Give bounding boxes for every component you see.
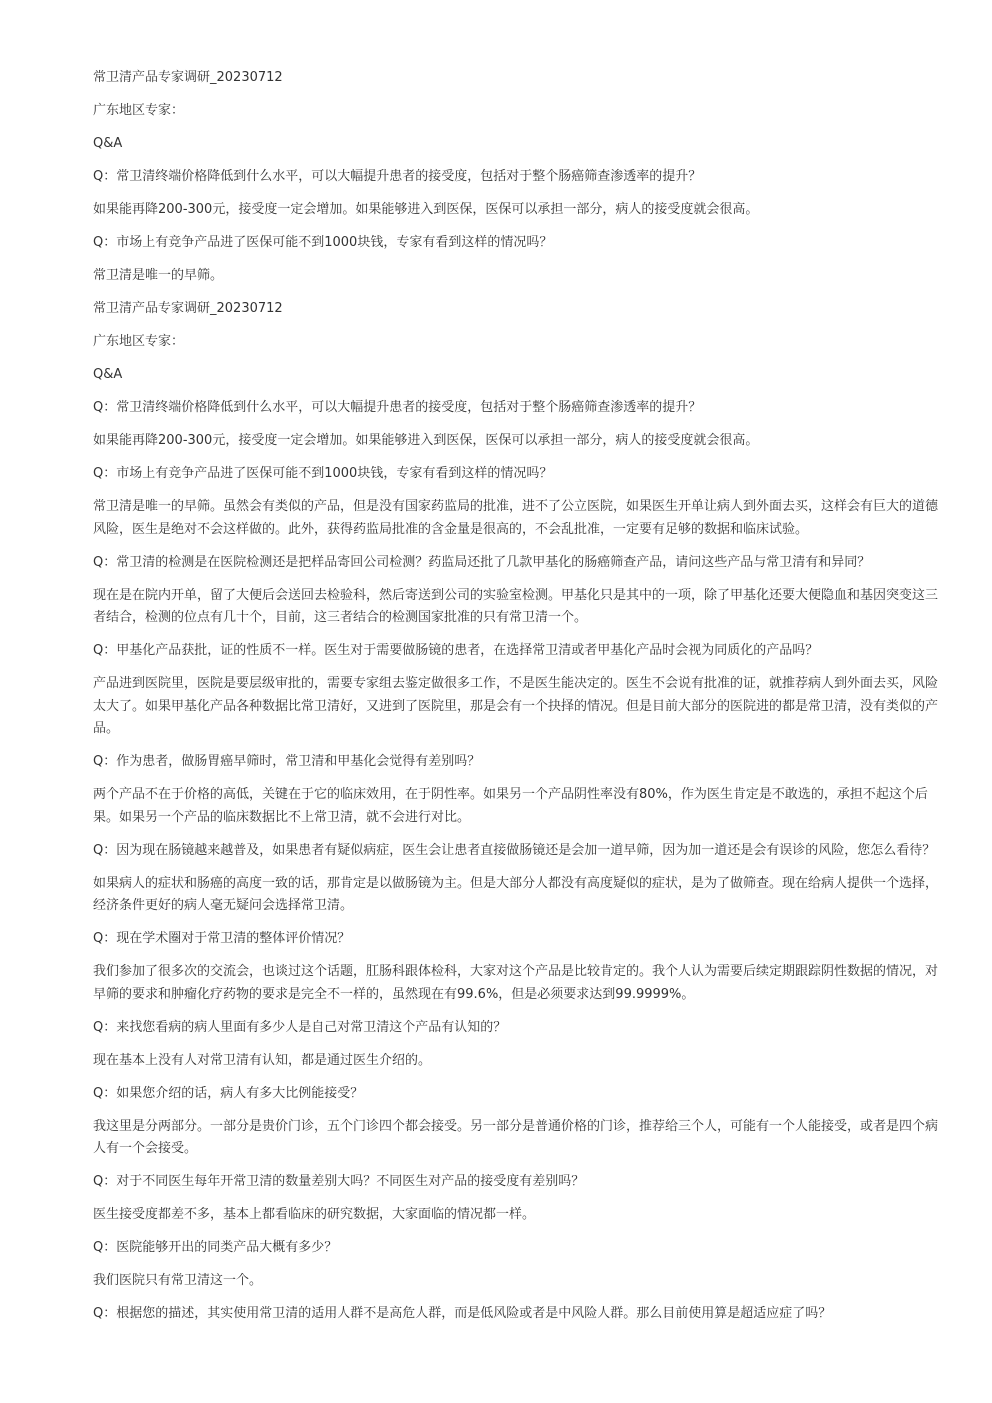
section-heading-qa: Q&A [93, 367, 123, 382]
question-paragraph: Q：现在学术圈对于常卫清的整体评价情况？ [93, 931, 351, 946]
answer-paragraph: 我这里是分两部分。一部分是贵价门诊，五个门诊四个都会接受。另一部分是普通价格的门诊，推荐给三个人，可能有一个人能接受，或者是四个病人有一个会接受。 [93, 1118, 939, 1156]
question-paragraph: Q：如果您介绍的话，病人有多大比例能接受？ [93, 1085, 364, 1101]
question-paragraph: Q：常卫清的检测是在医院检测还是把样品寄回公司检测？药监局还批了几款甲基化的肠癌筛查产品，请问这些产品与常卫清有和异同？ [93, 554, 871, 570]
question-paragraph: Q：常卫清终端价格降低到什么水平，可以大幅提升患者的接受度，包括对于整个肠癌筛查渗透率的提升？ [93, 169, 702, 184]
answer-paragraph: 两个产品不在于价格的高低，关键在于它的临床效用，在于阴性率。如果另一个产品阴性率没有80%，作为医生肯定是不敢选的，承担不起这个后果。如果另一个产品的临床数据比不上常卫清，就不会进行对比。 [93, 787, 928, 825]
question-paragraph: Q：市场上有竞争产品进了医保可能不到1000块钱，专家有看到这样的情况吗？ [93, 466, 553, 481]
question-paragraph: Q：常卫清终端价格降低到什么水平，可以大幅提升患者的接受度，包括对于整个肠癌筛查渗透率的提升？ [93, 400, 702, 415]
question-paragraph: Q：来找您看病的病人里面有多少人是自己对常卫清这个产品有认知的？ [93, 1019, 507, 1035]
expert-region: 广东地区专家： [93, 103, 185, 118]
answer-paragraph: 产品进到医院里，医院是要层级审批的，需要专家组去鉴定做很多工作，不是医生能决定的。医生不会说有批准的证，就推荐病人到外面去买，风险太大了。如果甲基化产品各种数据比常卫清好，又进到了医院里，那是会有一个抉择的情况。但是目前大部分的医院进的都是常卫清，没有类似的产品。 [93, 676, 939, 736]
answer-paragraph: 如果能再降200-300元，接受度一定会增加。如果能够进入到医保，医保可以承担一部分，病人的接受度就会很高。 [93, 433, 759, 448]
answer-paragraph: 常卫清是唯一的早筛。 [93, 268, 224, 283]
answer-paragraph: 现在是在院内开单，留了大便后会送回去检验科，然后寄送到公司的实验室检测。甲基化只是其中的一项，除了甲基化还要大便隐血和基因突变这三者结合，检测的位点有几十个，目前，这三者结合的检测国家批准的只有常卫清一个。 [93, 587, 939, 625]
answer-paragraph: 如果病人的症状和肠癌的高度一致的话，那肯定是以做肠镜为主。但是大部分人都没有高度疑似的症状，是为了做筛查。现在给病人提供一个选择，经济条件更好的病人毫无疑问会选择常卫清。 [93, 875, 939, 913]
question-paragraph: Q：甲基化产品获批，证的性质不一样。医生对于需要做肠镜的患者，在选择常卫清或者甲基化产品时会视为同质化的产品吗？ [93, 643, 819, 658]
answer-paragraph: 常卫清是唯一的早筛。虽然会有类似的产品，但是没有国家药监局的批准，进不了公立医院，如果医生开单让病人到外面去买，这样会有巨大的道德风险，医生是绝对不会这样做的。此外，获得药监局批准的含金量是很高的，不会乱批准，一定要有足够的数据和临床试验。 [93, 499, 939, 537]
document-page [93, 67, 945, 1336]
question-paragraph: Q：市场上有竞争产品进了医保可能不到1000块钱，专家有看到这样的情况吗？ [93, 235, 553, 250]
expert-region: 广东地区专家： [93, 334, 185, 349]
doc-title: 常卫清产品专家调研_20230712 [93, 70, 283, 85]
answer-paragraph: 医生接受度都差不多，基本上都看临床的研究数据，大家面临的情况都一样。 [93, 1207, 536, 1222]
answer-paragraph: 如果能再降200-300元，接受度一定会增加。如果能够进入到医保，医保可以承担一部分，病人的接受度就会很高。 [93, 202, 759, 217]
answer-paragraph: 我们参加了很多次的交流会，也谈过这个话题，肛肠科跟体检科，大家对这个产品是比较肯定的。我个人认为需要后续定期跟踪阴性数据的情况，对早筛的要求和肿瘤化疗药物的要求是完全不一样的，虽然现在有99.6%，但是必须要求达到99.9999%。 [93, 964, 939, 1002]
question-paragraph: Q：对于不同医生每年开常卫清的数量差别大吗？不同医生对产品的接受度有差别吗？ [93, 1174, 585, 1189]
answer-paragraph: 现在基本上没有人对常卫清有认知，都是通过医生介绍的。 [93, 1052, 432, 1068]
question-paragraph: Q：医院能够开出的同类产品大概有多少？ [93, 1240, 338, 1255]
doc-title: 常卫清产品专家调研_20230712 [93, 301, 283, 316]
question-paragraph: Q：根据您的描述，其实使用常卫清的适用人群不是高危人群，而是低风险或者是中风险人群。那么目前使用算是超适应症了吗？ [93, 1306, 832, 1321]
section-heading-qa: Q&A [93, 136, 123, 151]
question-paragraph: Q：作为患者，做肠胃癌早筛时，常卫清和甲基化会觉得有差别吗？ [93, 754, 481, 769]
question-paragraph: Q：因为现在肠镜越来越普及，如果患者有疑似病症，医生会让患者直接做肠镜还是会加一道早筛，因为加一道还是会有误诊的风险，您怎么看待？ [93, 842, 936, 858]
answer-paragraph: 我们医院只有常卫清这一个。 [93, 1273, 263, 1288]
